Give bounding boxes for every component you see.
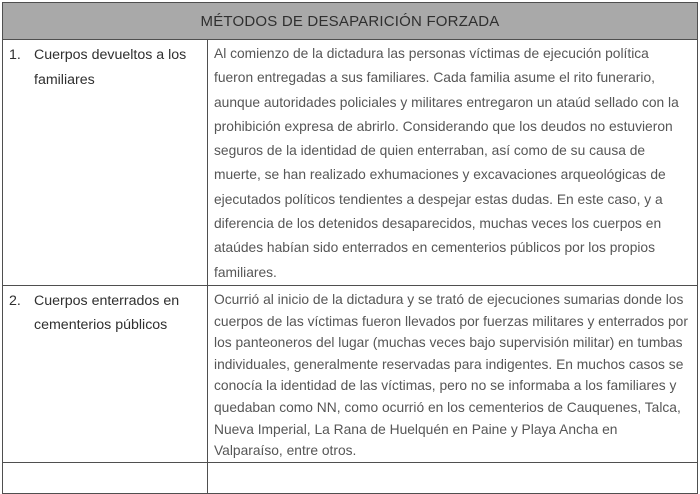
methods-table (2, 2, 698, 494)
method-name: Cuerpos devueltos a los familiares (34, 47, 187, 88)
table-row (3, 285, 698, 462)
method-description: Ocurrió al inicio de la dictadura y se trató de ejecuciones sumarias donde los cuerpos de las víctimas fueron llevados por fuerzas militares y enterrados por los panteoneros del lugar (muchas veces bajo supervisión militar) en tumbas individuales, generalmente reservadas para indigentes. En muchos casos se conocía la identidad de las víctimas, pero no se informaba a los familiares y quedaban como NN, como ocurrió en los cementerios de Cauquenes, Talca, Nueva Imperial, La Rana de Huelquén en Paine y Playa Ancha en Valparaíso, entre otros. (214, 291, 688, 459)
table-row-partial (3, 462, 698, 493)
description-cell (208, 40, 698, 286)
description-cell (208, 462, 698, 493)
table-row (3, 40, 698, 286)
method-name: Cuerpos enterrados en cementerios públicos (34, 292, 180, 334)
table-title: MÉTODOS DE DESAPARICIÓN FORZADA (3, 3, 698, 40)
method-cell (3, 462, 208, 493)
method-cell (3, 40, 208, 286)
table-header-row (3, 3, 698, 40)
description-cell (208, 285, 698, 462)
method-cell-content (3, 40, 207, 92)
method-description: Al comienzo de la dictadura las personas víctimas de ejecución política fueron entregadas a sus familiares. Cada familia asume el rito funerario, aunque autoridades policiales y militares entregaron un ataúd sellado con la prohibición expresa de abrirlo. Considerando que los deudos no estuvieron seguros de la identidad de quien enterraban, así como de su causa de muerte, se han realizado exhumaciones y excavaciones arqueológicas de ejecutados políticos tendientes a despejar estas dudas. En este caso, y a diferencia de los detenidos desaparecidos, muchas veces los cuerpos en ataúdes habían sido enterrados en cementerios públicos por los propios familiares. (214, 46, 679, 280)
row-number: 2. (9, 292, 21, 309)
method-cell-content (3, 286, 207, 338)
row-number: 1. (9, 47, 21, 63)
method-cell (3, 285, 208, 462)
